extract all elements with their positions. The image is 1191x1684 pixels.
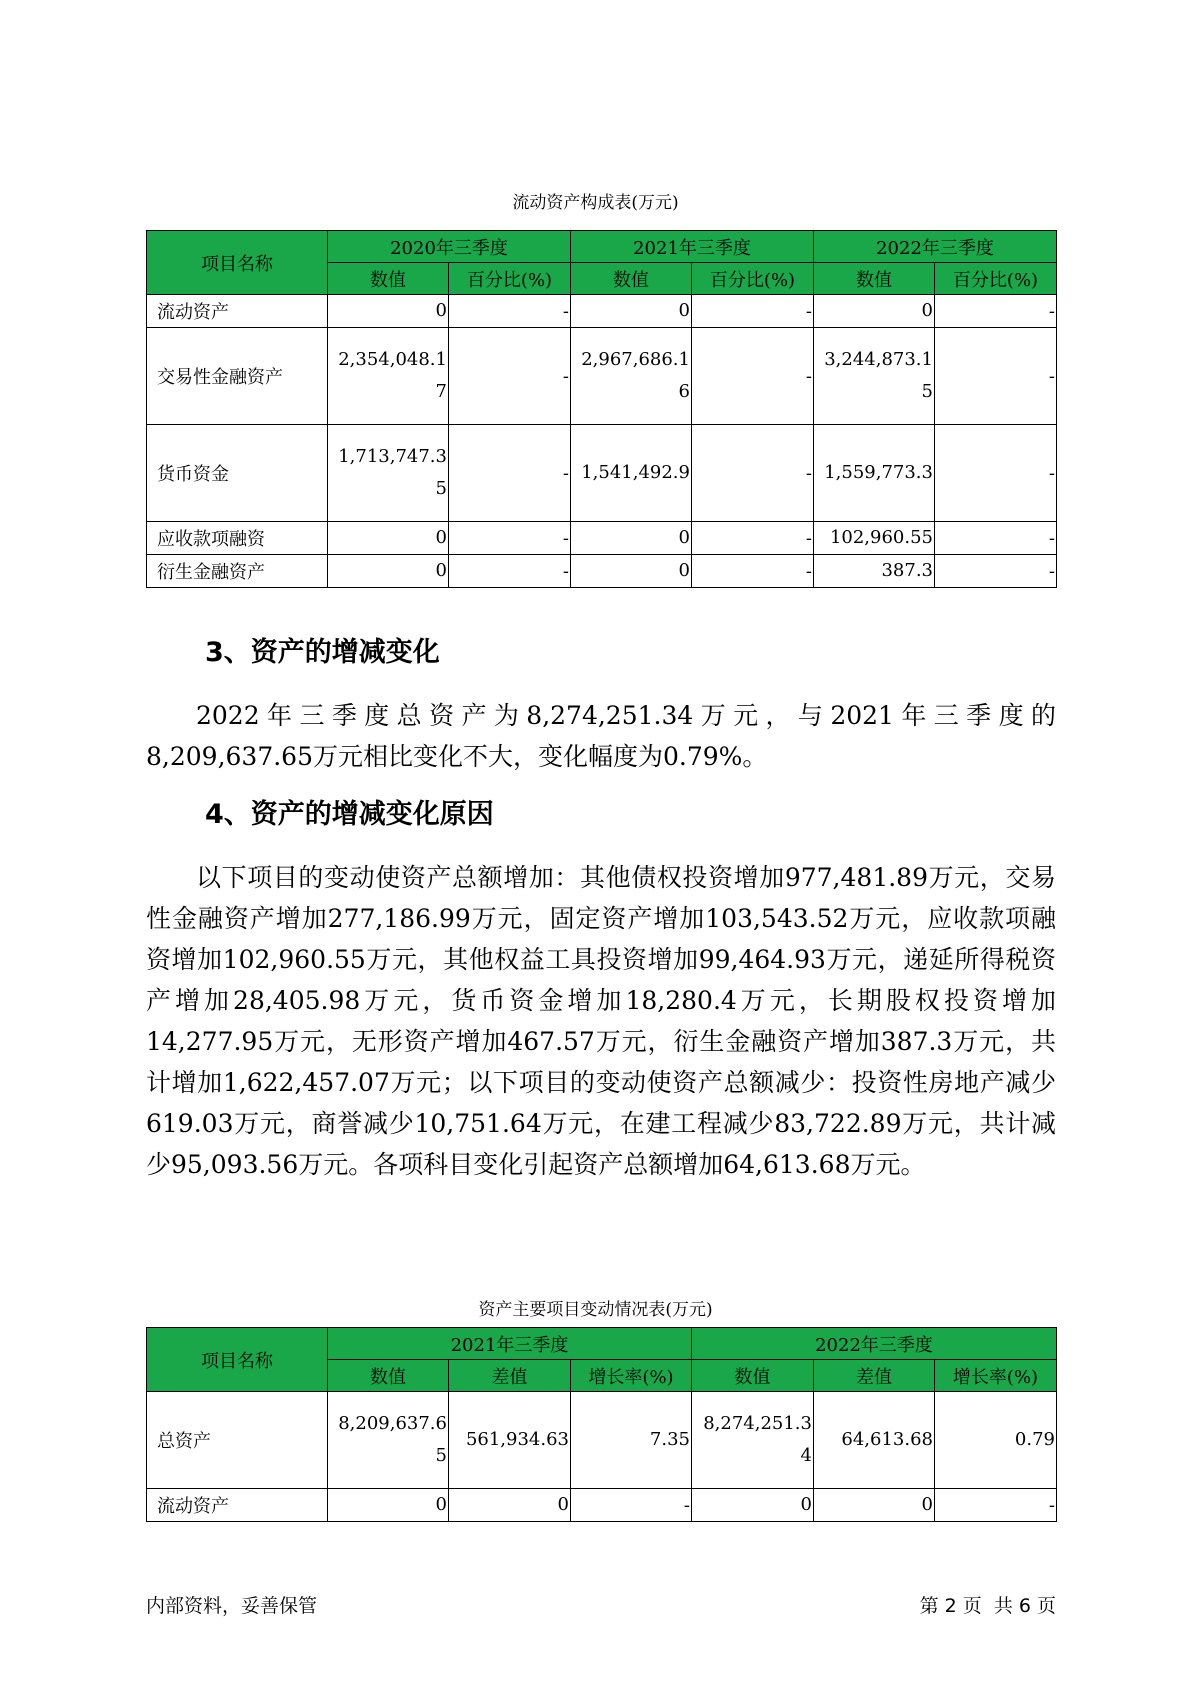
table-row — [147, 1392, 1057, 1489]
table-cell: 8,209,637.65 — [328, 1392, 449, 1489]
paragraph-text: 以下项目的变动使资产总额增加：其他债权投资增加977,481.89万元，交易性金融资产增加277,186.99万元，固定资产增加103,543.52万元，应收款项融资增加102,960.55万元，其他权益工具投资增加99,464.93万元，递延所得税资产增加28,405.98万元，货币资金增加18,280.4万元，长期股权投资增加14,277.95万元，无形资产增加467.57万元，衍生金融资产增加387.3万元，共计增加1,622,457.07万元；以下项目的变动使资产总额减少：投资性房地产减少619.03万元，商誉减少10,751.64万元，在建工程减少83,722.89万元，共计减少95,093.56万元。各项科目变化引起资产总额增加64,613.68万元。 — [146, 863, 1056, 1179]
header-sub: 数值 — [814, 263, 935, 295]
header-sub: 百分比(%) — [935, 263, 1057, 295]
table-cell: - — [692, 295, 814, 328]
table-cell: - — [449, 522, 571, 555]
asset-changes-table — [146, 1327, 1057, 1522]
table-cell: 8,274,251.34 — [692, 1392, 814, 1489]
table-row — [147, 555, 1057, 588]
table-cell: - — [692, 328, 814, 425]
table-cell: - — [692, 555, 814, 588]
header-period: 2022年三季度 — [692, 1328, 1057, 1360]
header-period: 2022年三季度 — [814, 231, 1057, 263]
row-label: 应收款项融资 — [147, 522, 328, 555]
header-sub: 差值 — [814, 1360, 935, 1392]
table-cell: 0 — [328, 1489, 449, 1522]
table-cell: - — [449, 328, 571, 425]
table-cell: 64,613.68 — [814, 1392, 935, 1489]
table-row — [147, 522, 1057, 555]
table-cell: 0 — [814, 1489, 935, 1522]
table-cell: 3,244,873.15 — [814, 328, 935, 425]
header-sub: 数值 — [328, 1360, 449, 1392]
section3-heading: 3、资产的增减变化 — [205, 637, 440, 668]
table-cell: 1,713,747.35 — [328, 425, 449, 522]
table-cell: - — [935, 555, 1057, 588]
table-cell: 0 — [328, 555, 449, 588]
header-period: 2021年三季度 — [571, 231, 814, 263]
header-sub: 百分比(%) — [449, 263, 571, 295]
table-cell: - — [935, 328, 1057, 425]
table-cell: - — [935, 1489, 1057, 1522]
table-cell: 0 — [814, 295, 935, 328]
table-cell: - — [692, 425, 814, 522]
table-cell: 102,960.55 — [814, 522, 935, 555]
table-cell: 1,559,773.3 — [814, 425, 935, 522]
table-row — [147, 1489, 1057, 1522]
table-cell: 0 — [449, 1489, 571, 1522]
header-sub: 差值 — [449, 1360, 571, 1392]
row-label: 总资产 — [147, 1392, 328, 1489]
header-period: 2021年三季度 — [328, 1328, 692, 1360]
header-item-name: 项目名称 — [147, 231, 328, 295]
header-sub: 数值 — [571, 263, 692, 295]
table-cell: 561,934.63 — [449, 1392, 571, 1489]
table1-caption: 流动资产构成表(万元) — [512, 193, 679, 213]
page-number: 第 2 页 共 6 页 — [919, 1595, 1056, 1617]
table-cell: - — [935, 295, 1057, 328]
table-row — [147, 425, 1057, 522]
header-sub: 增长率(%) — [935, 1360, 1057, 1392]
header-sub: 增长率(%) — [571, 1360, 692, 1392]
row-label: 交易性金融资产 — [147, 328, 328, 425]
table-cell: 0 — [571, 522, 692, 555]
table-cell: - — [449, 295, 571, 328]
section4-paragraph — [146, 857, 1056, 1185]
header-sub: 数值 — [692, 1360, 814, 1392]
table-cell: 0 — [571, 555, 692, 588]
footer-note: 内部资料，妥善保管 — [146, 1595, 318, 1617]
header-sub: 百分比(%) — [692, 263, 814, 295]
table-cell: 0.79 — [935, 1392, 1057, 1489]
paragraph-text: 2022年三季度总资产为8,274,251.34万元，与2021年三季度的8,209,637.65万元相比变化不大，变化幅度为0.79%。 — [146, 701, 1056, 771]
table-cell: 387.3 — [814, 555, 935, 588]
current-assets-table — [146, 230, 1057, 588]
table-cell: - — [571, 1489, 692, 1522]
header-item-name: 项目名称 — [147, 1328, 328, 1392]
row-label: 衍生金融资产 — [147, 555, 328, 588]
header-period: 2020年三季度 — [328, 231, 571, 263]
section4-heading: 4、资产的增减变化原因 — [205, 799, 494, 830]
table-cell: 7.35 — [571, 1392, 692, 1489]
table-row — [147, 295, 1057, 328]
table-cell: 1,541,492.9 — [571, 425, 692, 522]
table2-caption: 资产主要项目变动情况表(万元) — [478, 1300, 713, 1320]
row-label: 流动资产 — [147, 295, 328, 328]
table-cell: 0 — [328, 295, 449, 328]
table-cell: 0 — [692, 1489, 814, 1522]
table-cell: - — [692, 522, 814, 555]
table-cell: 0 — [328, 522, 449, 555]
section3-paragraph — [146, 695, 1056, 777]
table-row — [147, 328, 1057, 425]
table-cell: - — [449, 555, 571, 588]
table-cell: 2,967,686.16 — [571, 328, 692, 425]
row-label: 流动资产 — [147, 1489, 328, 1522]
row-label: 货币资金 — [147, 425, 328, 522]
table-cell: - — [935, 522, 1057, 555]
table-cell: - — [935, 425, 1057, 522]
table-cell: - — [449, 425, 571, 522]
table-cell: 2,354,048.17 — [328, 328, 449, 425]
table-cell: 0 — [571, 295, 692, 328]
header-sub: 数值 — [328, 263, 449, 295]
